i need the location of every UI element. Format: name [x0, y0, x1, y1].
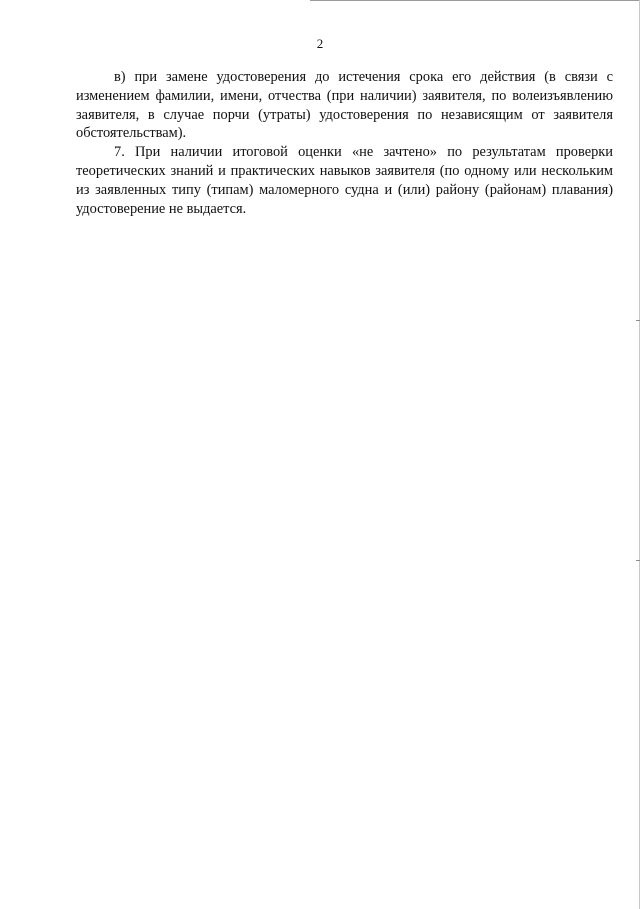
page-number: 2: [316, 36, 324, 51]
paragraph-item-7: 7. При наличии итоговой оценки «не зачтено» по результатам проверки теоретических знаний и практических навыков заявителя (по одному или нескольким из заявленных типу (типам) маломерного судна и (или) району (районам) плавания) удостоверение не выдается.: [76, 144, 613, 217]
paragraph-subitem-v: в) при замене удостоверения до истечения срока его действия (в связи с изменением фамилии, имени, отчества (при наличии) заявителя, по волеизъявлению заявителя, в случае порчи (утраты) удостоверения по независящим от заявителя обстоятельствам).: [76, 69, 613, 142]
scan-edge-top: [310, 0, 640, 1]
document-body: [76, 68, 613, 218]
scan-edge-tick: [636, 320, 640, 321]
scan-edge-tick: [636, 560, 640, 561]
